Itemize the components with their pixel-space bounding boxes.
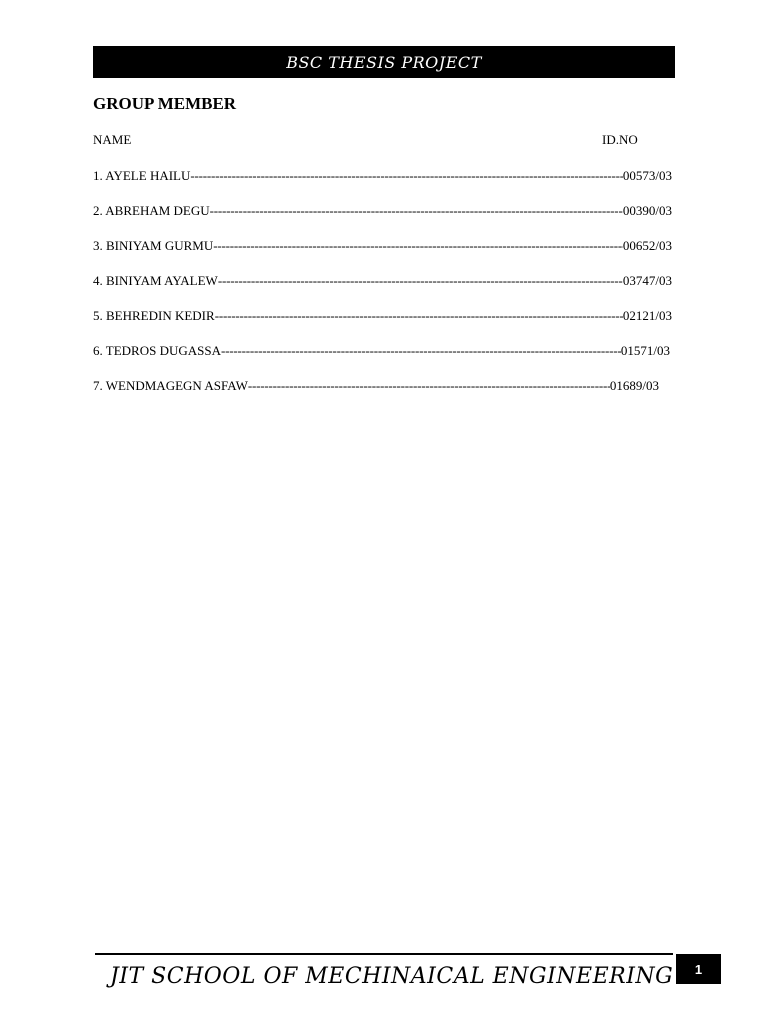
member-row [93, 203, 672, 221]
member-id: 01689/03 [609, 378, 659, 393]
footer-rule [95, 953, 673, 955]
dotted-leader [190, 168, 623, 184]
member-row [93, 378, 659, 396]
member-id: 01571/03 [620, 343, 670, 358]
header-title: BSC THESIS PROJECT [286, 52, 482, 72]
page-number: 1 [676, 954, 721, 984]
name-column-header: NAME [93, 132, 132, 147]
member-name: 3. BINIYAM GURMU [93, 238, 214, 253]
member-name: 4. BINIYAM AYALEW [93, 273, 218, 288]
member-id: 00390/03 [622, 203, 672, 218]
member-id: 02121/03 [622, 308, 672, 323]
member-id: 00573/03 [622, 168, 672, 183]
dotted-leader [248, 378, 610, 394]
dotted-leader [213, 238, 623, 254]
member-id: 00652/03 [622, 238, 672, 253]
dotted-leader [210, 203, 623, 219]
member-name: 7. WENDMAGEGN ASFAW [93, 378, 248, 393]
member-row [93, 168, 672, 186]
member-id: 03747/03 [622, 273, 672, 288]
dotted-leader [218, 273, 623, 289]
member-row [93, 308, 672, 326]
member-row [93, 238, 672, 256]
member-name: 1. AYELE HAILU [93, 168, 191, 183]
member-name: 6. TEDROS DUGASSA [93, 343, 221, 358]
dotted-leader [221, 343, 621, 359]
member-name: 2. ABREHAM DEGU [93, 203, 210, 218]
header-bar [93, 46, 675, 78]
section-title: GROUP MEMBER [93, 94, 237, 113]
footer-text: JIT SCHOOL OF MECHINAICAL ENGINEERING [110, 964, 674, 989]
member-name: 5. BEHREDIN KEDIR [93, 308, 215, 323]
id-column-header: ID.NO [602, 132, 638, 147]
member-row [93, 273, 672, 291]
dotted-leader [215, 308, 623, 324]
member-row [93, 343, 670, 361]
